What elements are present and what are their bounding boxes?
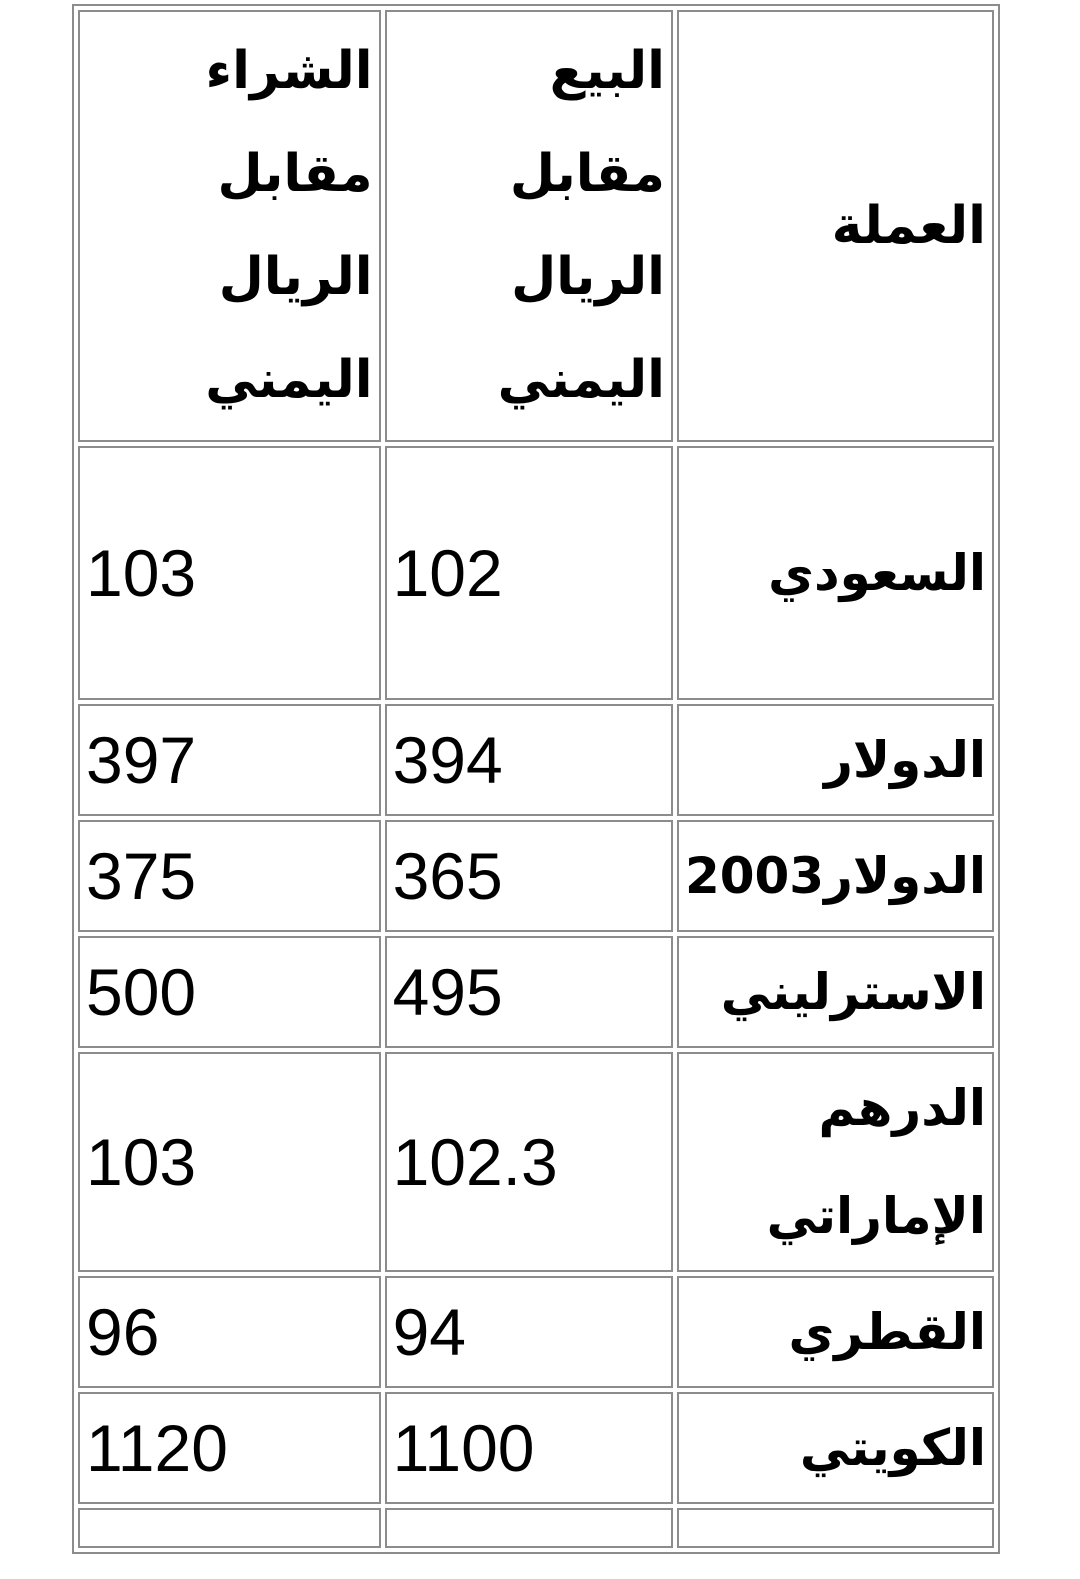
buy-rate: 1120 [78,1392,381,1504]
currency-name: الدولار [677,704,994,816]
empty-cell [385,1508,673,1548]
exchange-rates-table [72,4,1000,1554]
sell-rate: 495 [385,936,673,1048]
table-row [78,820,994,932]
sell-rate: 102 [385,446,673,700]
table-row [78,1276,994,1388]
buy-rate: 103 [78,446,381,700]
table-row [78,704,994,816]
buy-rate: 103 [78,1052,381,1272]
sell-rate: 365 [385,820,673,932]
header-row [78,10,994,442]
buy-rate: 500 [78,936,381,1048]
header-currency: العملة [677,10,994,442]
currency-name: الكويتي [677,1392,994,1504]
buy-rate: 96 [78,1276,381,1388]
sell-rate: 94 [385,1276,673,1388]
table-row [78,1392,994,1504]
empty-cell [78,1508,381,1548]
empty-cell [677,1508,994,1548]
buy-rate: 397 [78,704,381,816]
currency-name: الاسترليني [677,936,994,1048]
table-row-partial [78,1508,994,1548]
currency-name: السعودي [677,446,994,700]
buy-rate: 375 [78,820,381,932]
table-row [78,446,994,700]
table-row [78,936,994,1048]
sell-rate: 102.3 [385,1052,673,1272]
currency-name: الدرهم الإماراتي [677,1052,994,1272]
sell-rate: 394 [385,704,673,816]
header-buy: الشراء مقابل الريال اليمني [78,10,381,442]
sell-rate: 1100 [385,1392,673,1504]
header-sell: البيع مقابل الريال اليمني [385,10,673,442]
table-row [78,1052,994,1272]
currency-name: الدولار2003 [677,820,994,932]
currency-name: القطري [677,1276,994,1388]
